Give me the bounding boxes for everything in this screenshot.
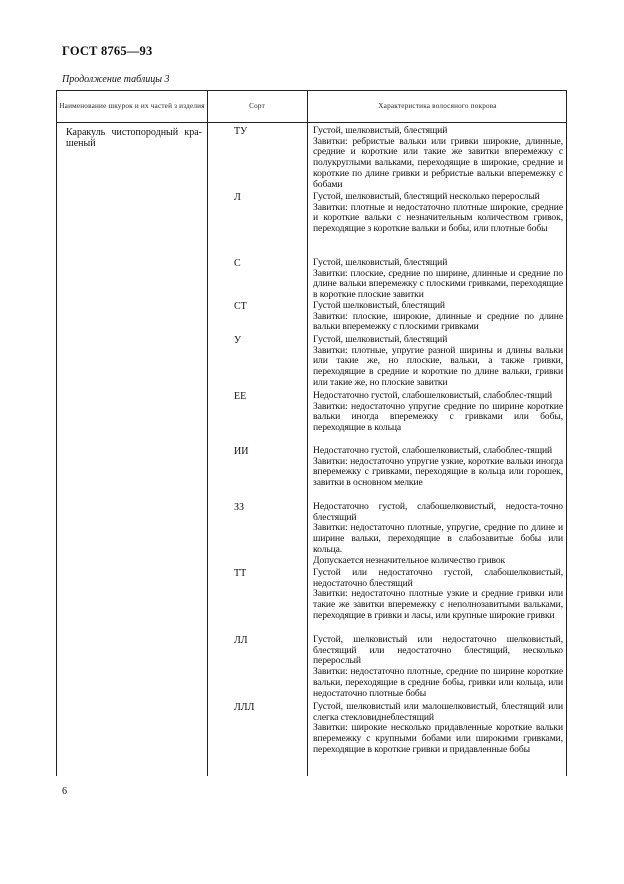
table-continuation-label: Продолжение таблицы 3: [62, 74, 170, 85]
description-line: Густой, шелковистый, блестящий: [313, 334, 448, 345]
description-line: Завитки: плоские, средние по ширине, длинные и средние по длине вальки вперемежку с плоскими гривками, переходящие в короткие плоские завитки: [313, 267, 563, 301]
description-line: Завитки: ребристые вальки или гривки широкие, длинные, средние и короткие или такие же завитки вперемежку с полукруглыми вальками, переходящие в широкие, средние и короткие по длине гривки и ребристые вальки вперемежку с бобами: [313, 135, 563, 190]
description-cell: [313, 126, 563, 190]
grade-cell: ЛЛ: [234, 635, 248, 646]
document-code: ГОСТ 8765—93: [62, 44, 153, 58]
grade-cell: Л: [234, 192, 241, 203]
description-line: Завитки: недостаточно упругие узкие, короткие вальки иногда вперемежку с гривками, переходящие в кольца или горошек, завитки в основном мелкие: [313, 455, 563, 489]
description-cell: [313, 258, 563, 301]
description-cell: [313, 635, 563, 699]
description-line: Густой, шелковистый, блестящий: [313, 257, 448, 268]
description-cell: [313, 301, 563, 333]
description-cell: [313, 502, 563, 566]
grade-cell: ТУ: [234, 126, 248, 137]
description-line: Густой, шелковистый, блестящий: [313, 125, 448, 136]
description-line: Допускается незначительное количество гривок: [313, 554, 506, 566]
description-cell: [313, 391, 563, 434]
description-line: Густой, шелковистый или малошелковистый, блестящий или слегка стекловиднеблестящий: [313, 701, 563, 723]
description-cell: [313, 192, 563, 235]
description-line: Завитки: плотные и недостаточно плотные широкие, средние и короткие вальки с незначительным количеством гривок, переходящие з короткие вальки и бобы, или плотные бобы: [313, 201, 563, 235]
description-cell: [313, 335, 563, 389]
grade-cell: У: [234, 335, 242, 346]
header-product-name: Наименование шкурок и их частей з изделия: [59, 102, 205, 110]
grade-cell: ИИ: [234, 446, 249, 457]
description-line: Густой или недостаточно густой, слабошелковистый, недостаточно блестящий: [313, 567, 563, 589]
description-line: Завитки: широкие несколько придавленные короткие вальки вперемежку с крупными бобами или широкими гривками, переходящие в короткие гривки и придавленные бобы: [313, 722, 563, 755]
page-number: 6: [62, 786, 67, 797]
description-cell: [313, 568, 563, 622]
description-line: Завитки: плоские, широкие, длинные и средние по длине вальки вперемежку с плоскими гривками: [313, 310, 563, 333]
description-line: Густой, шелковистый или недостаточно шелковистый, блестящий или недостаточно блестящий, несколько перерослый: [313, 634, 563, 667]
description-line: Завитки: недостаточно плотные узкие и средние гривки или такие же завитки вперемежку с неполнозавитыми вальками, переходящие в гривки и ласы, или крупные широкие гривки: [313, 588, 563, 621]
column-divider: [207, 91, 208, 776]
description-line: Недостаточно густой, слабошелковистый, недоста-точно блестящий: [313, 501, 563, 523]
description-line: Завитки: недостаточно плотные, упругие, средние по длине и ширине вальки, переходящие в слабозавитые бобы или кольца.: [313, 522, 563, 555]
description-line: Густой, шелковистый, блестящий несколько перерослый: [313, 191, 540, 202]
description-cell: [313, 446, 563, 489]
description-line: Недостаточно густой, слабошелковистый, слабоблес-тящий: [313, 445, 553, 456]
description-line: Недостаточно густой, слабошелковистый, слабоблес-тящий: [313, 390, 553, 401]
description-line: Густой шелковистый, блестящий: [313, 300, 445, 311]
column-divider: [307, 91, 308, 776]
header-hair-description: Характеристика волосяного покрова: [378, 102, 497, 110]
table-header: [57, 91, 566, 123]
grade-cell: ТТ: [234, 568, 247, 579]
grade-cell: С: [234, 258, 241, 269]
grade-cell: ЛЛЛ: [234, 702, 255, 713]
description-cell: [313, 702, 563, 756]
description-line: Завитки: недостаточно упругие средние по ширине короткие вальки иногда вперемежку с гривками или бобы, переходящие в кольца: [313, 400, 563, 434]
grade-cell: ЕЕ: [234, 391, 247, 402]
header-grade: Сорт: [249, 102, 265, 110]
description-line: Завитки: плотные, упругие разной ширины и длины вальки или такие же, но плоские, вальки, а также гривки, переходящие в средние и короткие по длине вальки, гривки или такие же, но плоские завитки: [313, 344, 563, 388]
grades-table: [56, 90, 567, 776]
product-name-cell: Каракуль чистопородный кра-шеный: [66, 127, 202, 149]
description-line: Завитки: недостаточно плотные, средние по ширине короткие вальки, переходящие в средние бобы, гривки или кольца, или недостаточно плотные бобы: [313, 666, 563, 699]
grade-cell: ЗЗ: [234, 502, 245, 513]
grade-cell: СТ: [234, 301, 247, 312]
